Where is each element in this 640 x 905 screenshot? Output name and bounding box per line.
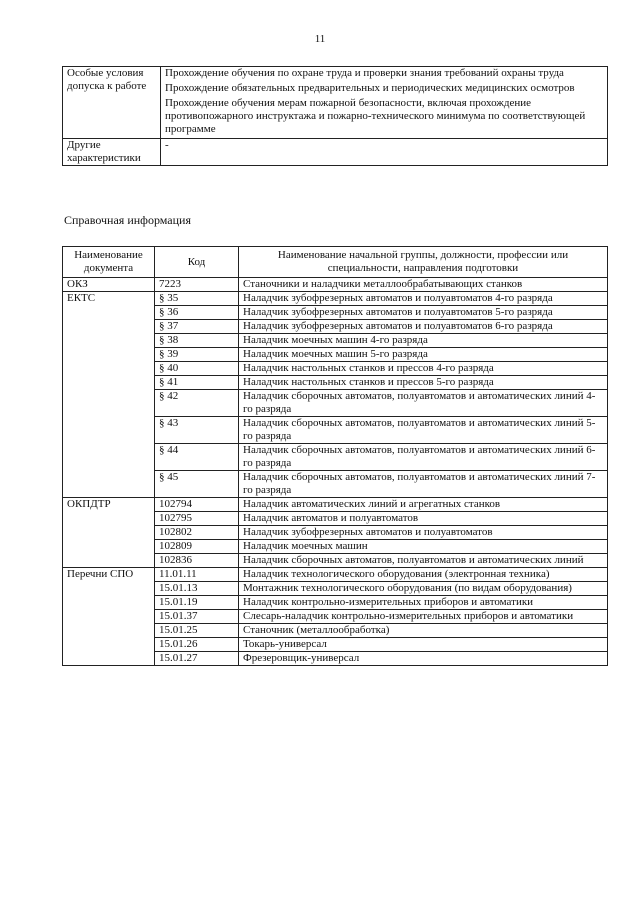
reference-document: ОКПДТР — [63, 498, 155, 568]
reference-code: § 45 — [155, 471, 239, 498]
reference-name: Наладчик настольных станков и прессов 4-го разряда — [239, 362, 608, 376]
reference-name: Наладчик автоматов и полуавтоматов — [239, 512, 608, 526]
reference-table — [62, 246, 608, 666]
reference-name: Наладчик моечных машин 5-го разряда — [239, 348, 608, 362]
conditions-values — [161, 139, 608, 166]
conditions-value: Прохождение обучения мерам пожарной безопасности, включая прохождение противопожарного инструктажа и пожарно-технического минимума по соответствующей программе — [165, 97, 586, 135]
reference-name: Наладчик контрольно-измерительных приборов и автоматики — [239, 596, 608, 610]
page-number: 11 — [314, 33, 326, 45]
reference-code: 102836 — [155, 554, 239, 568]
reference-code: 15.01.25 — [155, 624, 239, 638]
reference-name: Наладчик зубофрезерных автоматов и полуавтоматов 6-го разряда — [239, 320, 608, 334]
reference-code: § 42 — [155, 390, 239, 417]
reference-name: Наладчик технологического оборудования (электронная техника) — [239, 568, 608, 582]
reference-code: § 44 — [155, 444, 239, 471]
reference-row — [63, 278, 608, 292]
reference-name: Наладчик сборочных автоматов, полуавтоматов и автоматических линий 7-го разряда — [239, 471, 608, 498]
reference-row — [63, 568, 608, 582]
reference-code: § 37 — [155, 320, 239, 334]
reference-code: 102795 — [155, 512, 239, 526]
reference-name: Наладчик моечных машин — [239, 540, 608, 554]
reference-code: 102794 — [155, 498, 239, 512]
conditions-table — [62, 66, 608, 166]
reference-row — [63, 498, 608, 512]
header-code: Код — [155, 247, 239, 278]
header-document: Наименование документа — [63, 247, 155, 278]
reference-row — [63, 292, 608, 306]
conditions-row — [63, 67, 608, 139]
reference-name: Наладчик зубофрезерных автоматов и полуавтоматов — [239, 526, 608, 540]
reference-name: Наладчик настольных станков и прессов 5-го разряда — [239, 376, 608, 390]
reference-code: 15.01.27 — [155, 652, 239, 666]
reference-name: Наладчик сборочных автоматов, полуавтоматов и автоматических линий — [239, 554, 608, 568]
reference-name: Наладчик зубофрезерных автоматов и полуавтоматов 5-го разряда — [239, 306, 608, 320]
reference-code: § 38 — [155, 334, 239, 348]
reference-header-row — [63, 247, 608, 278]
reference-name: Станочники и наладчики металлообрабатывающих станков — [239, 278, 608, 292]
reference-code: 15.01.13 — [155, 582, 239, 596]
reference-code: 15.01.19 — [155, 596, 239, 610]
reference-name: Слесарь-наладчик контрольно-измерительных приборов и автоматики — [239, 610, 608, 624]
reference-name: Наладчик зубофрезерных автоматов и полуавтоматов 4-го разряда — [239, 292, 608, 306]
conditions-value: Прохождение обязательных предварительных и периодических медицинских осмотров — [165, 82, 575, 94]
reference-name: Наладчик автоматических линий и агрегатных станков — [239, 498, 608, 512]
reference-code: 7223 — [155, 278, 239, 292]
reference-code: 15.01.37 — [155, 610, 239, 624]
reference-name: Наладчик сборочных автоматов, полуавтоматов и автоматических линий 6-го разряда — [239, 444, 608, 471]
conditions-value: - — [165, 139, 169, 151]
reference-code: 15.01.26 — [155, 638, 239, 652]
reference-name: Наладчик моечных машин 4-го разряда — [239, 334, 608, 348]
reference-name: Наладчик сборочных автоматов, полуавтоматов и автоматических линий 4-го разряда — [239, 390, 608, 417]
reference-document: ЕКТС — [63, 292, 155, 498]
reference-document: ОКЗ — [63, 278, 155, 292]
reference-code: § 39 — [155, 348, 239, 362]
conditions-label: Другие характеристики — [63, 139, 161, 166]
reference-name: Токарь-универсал — [239, 638, 608, 652]
conditions-row — [63, 139, 608, 166]
reference-code: 11.01.11 — [155, 568, 239, 582]
header-name: Наименование начальной группы, должности, профессии или специальности, направления подготовки — [239, 247, 608, 278]
reference-code: § 41 — [155, 376, 239, 390]
conditions-values — [161, 67, 608, 139]
section-title: Справочная информация — [64, 213, 191, 227]
reference-code: 102809 — [155, 540, 239, 554]
reference-code: § 43 — [155, 417, 239, 444]
reference-name: Станочник (металлообработка) — [239, 624, 608, 638]
reference-code: § 36 — [155, 306, 239, 320]
reference-name: Фрезеровщик-универсал — [239, 652, 608, 666]
reference-document: Перечни СПО — [63, 568, 155, 666]
reference-code: § 40 — [155, 362, 239, 376]
reference-code: 102802 — [155, 526, 239, 540]
conditions-label: Особые условия допуска к работе — [63, 67, 161, 139]
reference-code: § 35 — [155, 292, 239, 306]
conditions-value: Прохождение обучения по охране труда и проверки знания требований охраны труда — [165, 67, 564, 79]
reference-name: Наладчик сборочных автоматов, полуавтоматов и автоматических линий 5-го разряда — [239, 417, 608, 444]
reference-name: Монтажник технологического оборудования (по видам оборудования) — [239, 582, 608, 596]
